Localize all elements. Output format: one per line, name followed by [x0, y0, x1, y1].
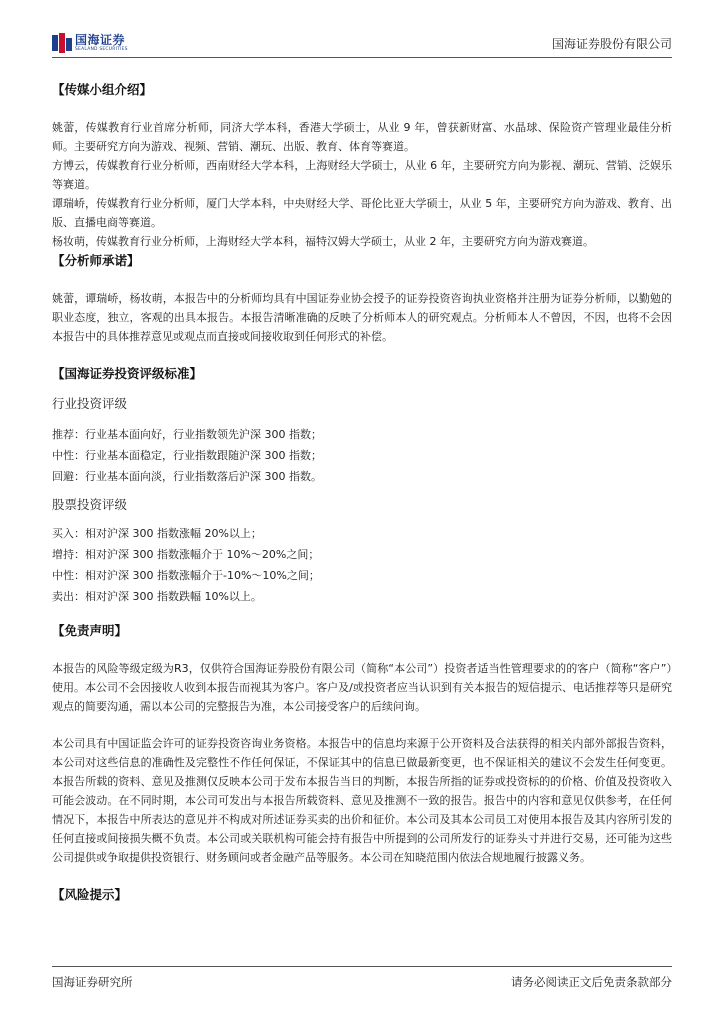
commitment-section-title: 【分析师承诺】 [52, 253, 140, 268]
page-header [52, 30, 672, 56]
company-name: 国海证券股份有限公司 [551, 37, 672, 51]
stock-rating-sell: 卖出：相对沪深 300 指数跌幅 10%以上。 [52, 590, 262, 603]
team-section-title: 【传媒小组介绍】 [52, 82, 153, 97]
team-member-tan: 谭瑞峤，传媒教育行业分析师，厦门大学本科，中央财经大学、哥伦比亚大学硕士，从业 5 年，主要研究方向为游戏、教育、出版、直播电商等赛道。 [52, 197, 672, 229]
stock-rating-heading: 股票投资评级 [52, 497, 128, 512]
commitment-text: 姚蕾，谭瑞峤，杨妆萌，本报告中的分析师均具有中国证券业协会授予的证券投资咨询执业资格并注册为证券分析师，以勤勉的职业态度，独立，客观的出具本报告。本报告清晰准确的反映了分析师本人的研究观点。分析师本人不曾因，不因，也将不会因本报告中的具体推荐意见或观点而直接或间接收取到任何形式的补偿。 [52, 292, 672, 343]
page-content [52, 80, 672, 905]
industry-rating-heading: 行业投资评级 [52, 396, 128, 411]
footer-notice: 请务必阅读正文后免责条款部分 [511, 975, 672, 989]
disclaimer-paragraph-2: 本公司具有中国证监会许可的证券投资咨询业务资格。本报告中的信息均来源于公开资料及合法获得的相关内部外部报告资料，本公司对这些信息的准确性及完整性不作任何保证，不保证其中的信息已做最新变更，也不保证相关的建议不会发生任何变更。本报告所载的资料、意见及推测仅反映本公司于发布本报告当日的判断，本报告所指的证券或投资标的的价格、价值及投资收入可能会波动。在不同时期，本公司可发出与本报告所载资料、意见及推测不一致的报告。报告中的内容和意见仅供参考，在任何情况下，本报告中所表达的意见并不构成对所述证券买卖的出价和征价。本公司及其本公司员工对使用本报告及其内容所引发的任何直接或间接损失概不负责。本公司或关联机构可能会持有报告中所提到的公司所发行的证券头寸并进行交易，还可能为这些公司提供或争取提供投资银行、财务顾问或者金融产品等服务。本公司在知晓范围内依法合规地履行披露义务。 [52, 737, 672, 864]
disclaimer-section-title: 【免责声明】 [52, 623, 128, 638]
team-member-yao: 姚蕾，传媒教育行业首席分析师，同济大学本科，香港大学硕士，从业 9 年，曾获新财富、水晶球、保险资产管理业最佳分析师。主要研究方向为游戏、视频、营销、潮玩、出版、教育、体育等赛道。 [52, 121, 672, 153]
team-member-fang: 方博云，传媒教育行业分析师，西南财经大学本科，上海财经大学硕士，从业 6 年，主要研究方向为影视、潮玩、营销、泛娱乐等赛道。 [52, 159, 672, 191]
team-member-yang: 杨妆萌，传媒教育行业分析师，上海财经大学本科，福特汉姆大学硕士，从业 2 年，主要研究方向为游戏赛道。 [52, 235, 594, 248]
stock-rating-overweight: 增持：相对沪深 300 指数涨幅介于 10%～20%之间； [52, 548, 320, 561]
footer-divider [52, 966, 672, 967]
rating-section-title: 【国海证券投资评级标准】 [52, 366, 203, 381]
stock-rating-neutral: 中性：相对沪深 300 指数涨幅介于-10%～10%之间； [52, 569, 320, 582]
risk-section-title: 【风险提示】 [52, 887, 128, 902]
header-divider [52, 57, 672, 58]
logo-cn-text: 国海证券 [75, 32, 126, 47]
sealand-logo-icon [52, 33, 72, 53]
footer-institute: 国海证券研究所 [52, 975, 133, 989]
sealand-logo [52, 32, 128, 54]
stock-rating-buy: 买入：相对沪深 300 指数涨幅 20%以上； [52, 527, 262, 540]
industry-rating-avoid: 回避：行业基本面向淡，行业指数落后沪深 300 指数。 [52, 470, 322, 483]
logo-en-text: SEALAND SECURITIES [75, 46, 128, 52]
disclaimer-paragraph-1: 本报告的风险等级定级为R3，仅供符合国海证券股份有限公司（简称“本公司”）投资者适当性管理要求的的客户（简称“客户”）使用。本公司不会因接收人收到本报告而视其为客户。客户及/或投资者应当认识到有关本报告的短信提示、电话推荐等只是研究观点的简要沟通，需以本公司的完整报告为准，本公司接受客户的后续问询。 [52, 662, 672, 713]
industry-rating-recommend: 推荐：行业基本面向好，行业指数领先沪深 300 指数； [52, 428, 322, 441]
industry-rating-neutral: 中性：行业基本面稳定，行业指数跟随沪深 300 指数； [52, 449, 322, 462]
